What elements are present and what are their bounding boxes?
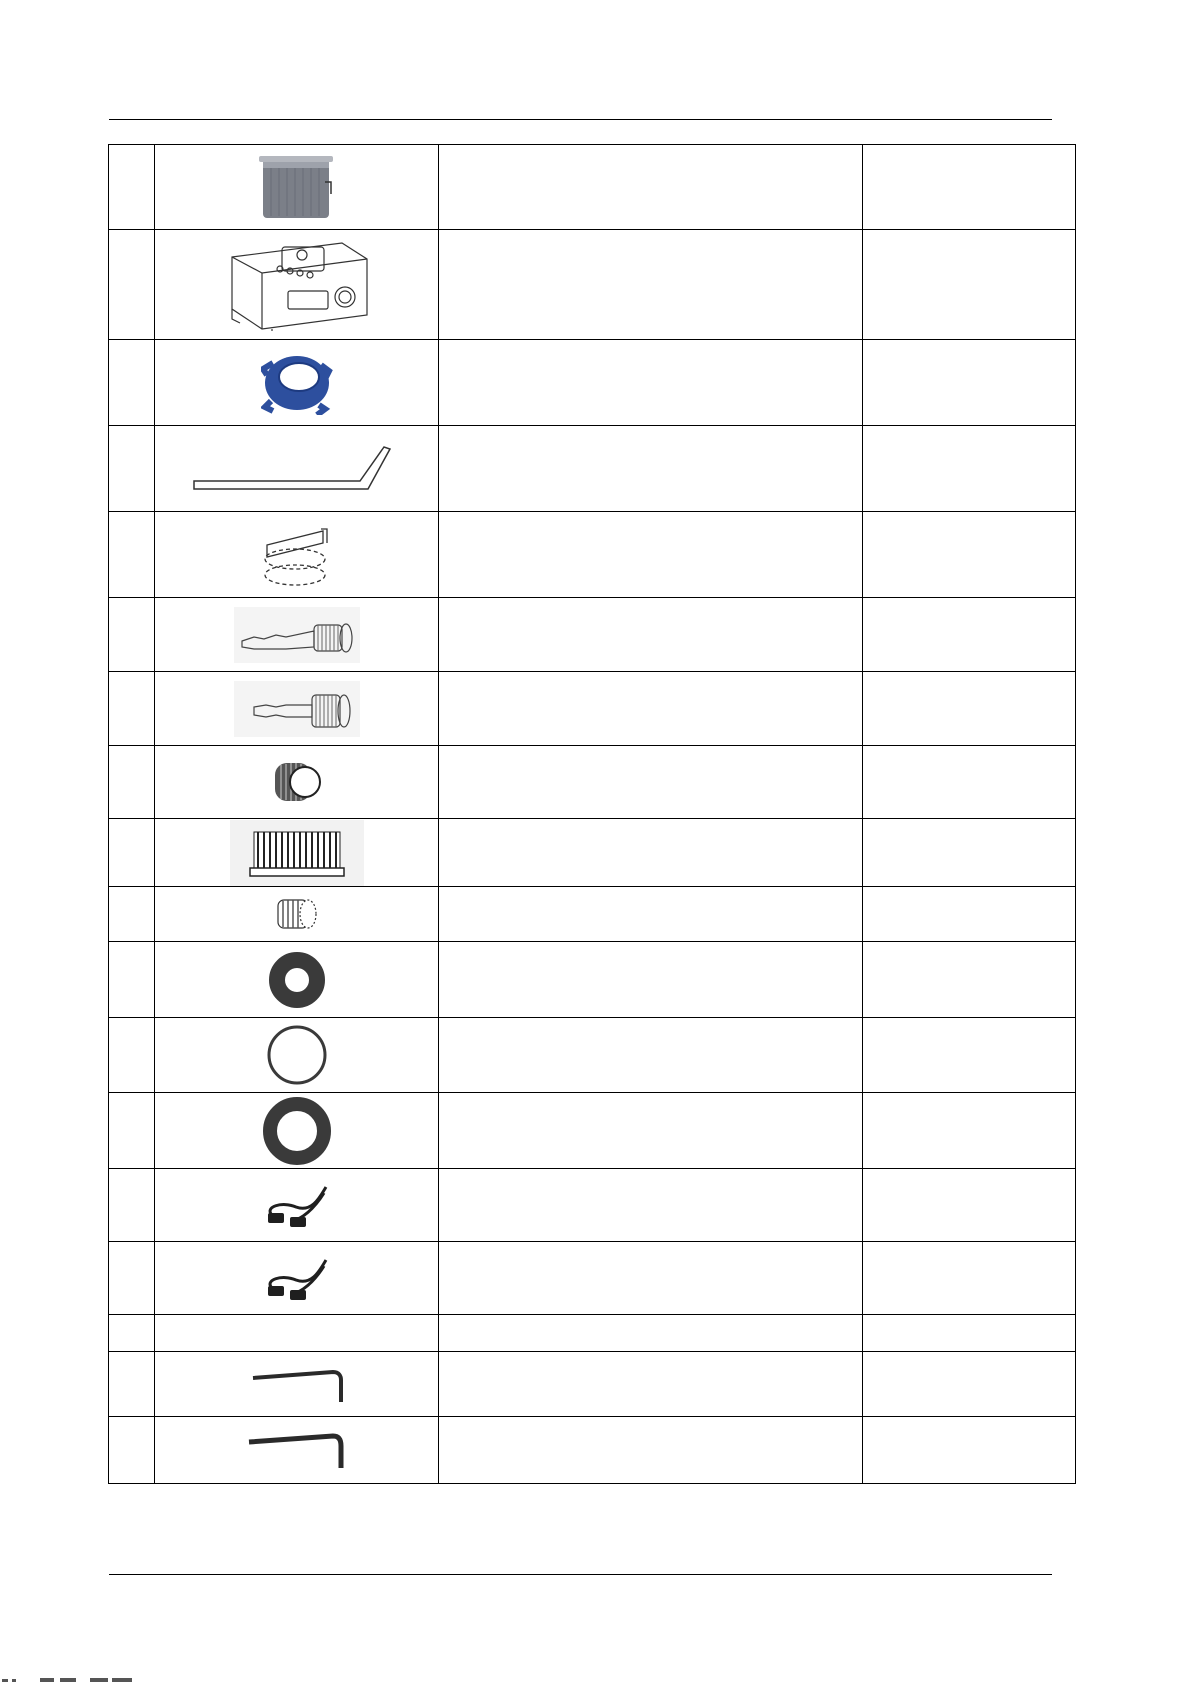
part-quantity bbox=[863, 230, 1076, 340]
part-description bbox=[439, 942, 863, 1018]
row-number bbox=[109, 1352, 155, 1417]
row-number bbox=[109, 426, 155, 512]
blue-nut-image bbox=[261, 351, 333, 415]
table-row bbox=[109, 1352, 1076, 1417]
part-image-cell bbox=[155, 672, 439, 746]
part-quantity bbox=[863, 819, 1076, 887]
part-quantity bbox=[863, 942, 1076, 1018]
table-row bbox=[109, 1242, 1076, 1315]
part-image-cell bbox=[155, 1169, 439, 1242]
part-quantity bbox=[863, 1352, 1076, 1417]
row-number bbox=[109, 340, 155, 426]
row-number bbox=[109, 1242, 155, 1315]
footer-rule bbox=[109, 1574, 1052, 1575]
row-number bbox=[109, 1093, 155, 1169]
part-quantity bbox=[863, 1093, 1076, 1169]
part-description bbox=[439, 1242, 863, 1315]
part-image-cell bbox=[155, 1242, 439, 1315]
footer-scan-artifact bbox=[0, 1676, 150, 1685]
part-quantity bbox=[863, 426, 1076, 512]
large-o-ring-image bbox=[261, 1095, 333, 1167]
part-quantity bbox=[863, 746, 1076, 819]
clamp-ring-image bbox=[261, 523, 333, 587]
part-quantity bbox=[863, 672, 1076, 746]
hex-key-large-image bbox=[245, 1428, 349, 1472]
part-description bbox=[439, 887, 863, 942]
part-description bbox=[439, 1093, 863, 1169]
part-quantity bbox=[863, 1417, 1076, 1484]
table-row bbox=[109, 746, 1076, 819]
header-rule bbox=[109, 119, 1052, 120]
part-image-cell bbox=[155, 340, 439, 426]
thin-o-ring-image bbox=[265, 1023, 329, 1087]
row-number bbox=[109, 598, 155, 672]
part-image-cell bbox=[155, 746, 439, 819]
part-image-cell bbox=[155, 1315, 439, 1352]
hose-connector-short-image bbox=[234, 681, 360, 737]
table-row bbox=[109, 1093, 1076, 1169]
table-row bbox=[109, 230, 1076, 340]
part-image-cell bbox=[155, 512, 439, 598]
row-number bbox=[109, 1417, 155, 1484]
part-quantity bbox=[863, 1169, 1076, 1242]
table-row bbox=[109, 672, 1076, 746]
part-image-cell bbox=[155, 942, 439, 1018]
control-unit-image bbox=[222, 239, 372, 331]
row-number bbox=[109, 1169, 155, 1242]
thick-o-ring-image bbox=[267, 950, 327, 1010]
part-image-cell bbox=[155, 1093, 439, 1169]
hex-key-image bbox=[249, 1364, 345, 1404]
part-image-cell bbox=[155, 1352, 439, 1417]
row-number bbox=[109, 145, 155, 230]
part-description bbox=[439, 1352, 863, 1417]
table-row bbox=[109, 145, 1076, 230]
container-image bbox=[259, 152, 335, 222]
part-image-cell bbox=[155, 819, 439, 887]
part-description bbox=[439, 230, 863, 340]
part-description bbox=[439, 819, 863, 887]
row-number bbox=[109, 1018, 155, 1093]
part-description bbox=[439, 1315, 863, 1352]
table-row bbox=[109, 512, 1076, 598]
part-image-cell bbox=[155, 598, 439, 672]
table-row bbox=[109, 819, 1076, 887]
row-number bbox=[109, 230, 155, 340]
part-image-cell bbox=[155, 1417, 439, 1484]
row-number bbox=[109, 1315, 155, 1352]
part-quantity bbox=[863, 340, 1076, 426]
large-knurled-cap-image bbox=[230, 820, 364, 886]
table-row bbox=[109, 1018, 1076, 1093]
part-description bbox=[439, 1417, 863, 1484]
knurled-cap-image bbox=[269, 757, 325, 807]
row-number bbox=[109, 887, 155, 942]
part-quantity bbox=[863, 598, 1076, 672]
part-image-cell bbox=[155, 887, 439, 942]
hose-connector-long-image bbox=[234, 607, 360, 663]
row-number bbox=[109, 819, 155, 887]
table-row bbox=[109, 887, 1076, 942]
table-row bbox=[109, 1417, 1076, 1484]
row-number bbox=[109, 942, 155, 1018]
power-cord-image bbox=[262, 1179, 332, 1231]
part-description bbox=[439, 1169, 863, 1242]
part-description bbox=[439, 145, 863, 230]
part-description bbox=[439, 598, 863, 672]
part-image-cell bbox=[155, 145, 439, 230]
part-description bbox=[439, 426, 863, 512]
table-row bbox=[109, 1315, 1076, 1352]
small-knurled-cap-image bbox=[274, 894, 320, 934]
part-quantity bbox=[863, 145, 1076, 230]
part-description bbox=[439, 746, 863, 819]
part-image-cell bbox=[155, 230, 439, 340]
part-quantity bbox=[863, 512, 1076, 598]
table-row bbox=[109, 1169, 1076, 1242]
part-image-cell bbox=[155, 1018, 439, 1093]
parts-list-table bbox=[108, 144, 1076, 1484]
table-row bbox=[109, 426, 1076, 512]
part-description bbox=[439, 340, 863, 426]
row-number bbox=[109, 512, 155, 598]
table-row bbox=[109, 598, 1076, 672]
power-cord-image bbox=[262, 1252, 332, 1304]
part-quantity bbox=[863, 887, 1076, 942]
table-row bbox=[109, 942, 1076, 1018]
part-quantity bbox=[863, 1018, 1076, 1093]
row-number bbox=[109, 672, 155, 746]
row-number bbox=[109, 746, 155, 819]
part-description bbox=[439, 512, 863, 598]
part-description bbox=[439, 672, 863, 746]
part-image-cell bbox=[155, 426, 439, 512]
part-description bbox=[439, 1018, 863, 1093]
part-quantity bbox=[863, 1242, 1076, 1315]
table-row bbox=[109, 340, 1076, 426]
bent-rod-image bbox=[192, 443, 402, 495]
part-quantity bbox=[863, 1315, 1076, 1352]
